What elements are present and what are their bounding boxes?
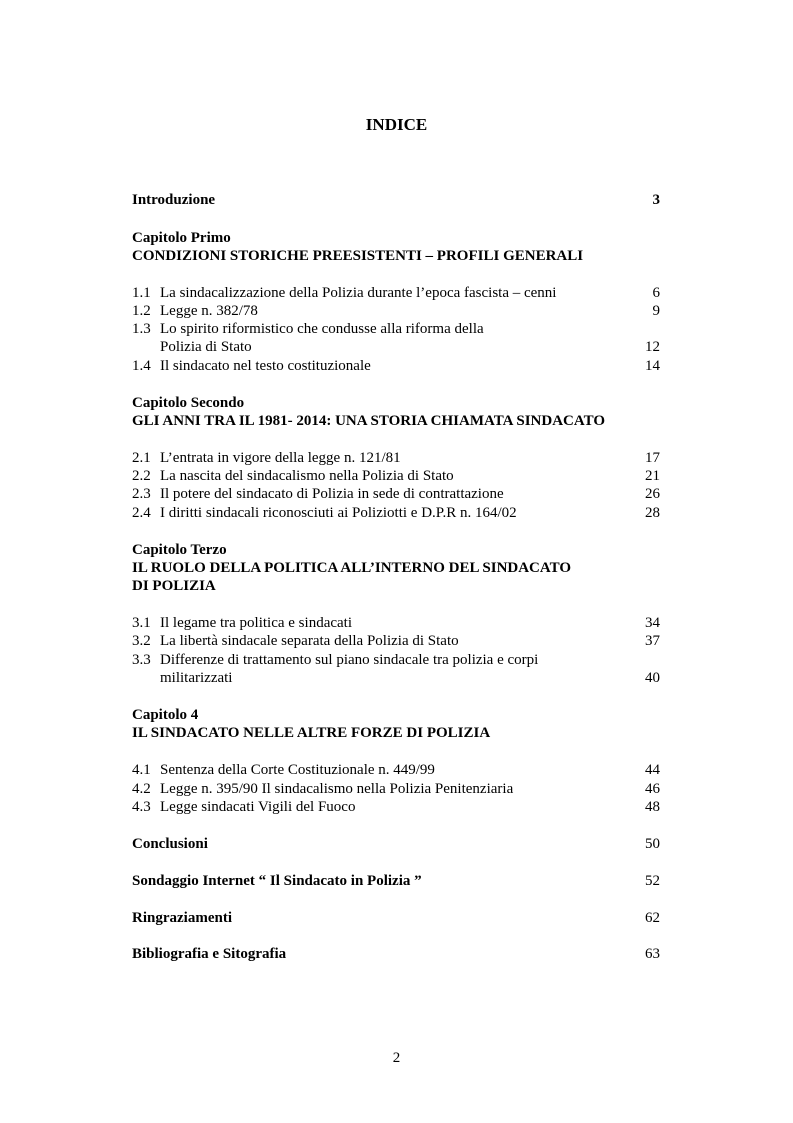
toc-entry-label: Polizia di Stato xyxy=(160,339,252,355)
toc-entry-label: Legge n. 395/90 Il sindacalismo nella Polizia Penitenziaria xyxy=(160,781,514,797)
toc-page-number: 52 xyxy=(645,873,660,889)
toc-entry-label: Lo spirito riformistico che condusse alla riforma della xyxy=(160,321,484,337)
toc-entry-number: 4.2 xyxy=(132,781,151,797)
chapter-3-title-line2: DI POLIZIA xyxy=(132,578,216,594)
toc-page-number: 62 xyxy=(645,910,660,926)
chapter-4-title: IL SINDACATO NELLE ALTRE FORZE DI POLIZIA xyxy=(132,725,491,741)
toc-entry-3-2 xyxy=(132,632,660,650)
toc-entry-4-2 xyxy=(132,780,660,798)
page-title: INDICE xyxy=(365,115,428,134)
toc-page-number: 21 xyxy=(645,468,660,484)
toc-entry-3-3 xyxy=(132,651,660,669)
toc-entry-number: 2.1 xyxy=(132,450,151,466)
toc-page-number: 34 xyxy=(645,615,660,631)
chapter-2-heading: Capitolo Secondo xyxy=(132,395,245,411)
toc-page-number: 12 xyxy=(645,339,660,355)
chapter-1-heading: Capitolo Primo xyxy=(132,230,231,246)
toc-entry-label: Il legame tra politica e sindacati xyxy=(160,615,352,631)
toc-entry-2-4 xyxy=(132,504,660,522)
toc-entry-ringraziamenti xyxy=(132,909,660,927)
toc-page-number: 37 xyxy=(645,633,660,649)
toc-page-number: 46 xyxy=(645,781,660,797)
toc-entry-label: Sondaggio Internet “ Il Sindacato in Polizia ” xyxy=(132,873,422,889)
toc-entry-number: 1.4 xyxy=(132,358,151,374)
toc-entry-label: Ringraziamenti xyxy=(132,910,232,926)
toc-entry-3-3-continued xyxy=(132,669,660,687)
toc-entry-number: 2.4 xyxy=(132,505,151,521)
toc-entry-label: La nascita del sindacalismo nella Polizia di Stato xyxy=(160,468,454,484)
toc-entry-1-3 xyxy=(132,320,660,338)
toc-entry-label: L’entrata in vigore della legge n. 121/81 xyxy=(160,450,401,466)
page-number: 2 xyxy=(392,1050,401,1066)
toc-entry-4-3 xyxy=(132,798,660,816)
toc-entry-3-1 xyxy=(132,614,660,632)
toc-entry-1-1 xyxy=(132,284,660,302)
toc-entry-1-3-continued xyxy=(132,338,660,356)
toc-page-number: 50 xyxy=(645,836,660,852)
toc-entry-introduzione xyxy=(132,191,660,209)
toc-page-number: 63 xyxy=(645,946,660,962)
chapter-3-title-line1: IL RUOLO DELLA POLITICA ALL’INTERNO DEL SINDACATO xyxy=(132,560,572,576)
chapter-1-title: CONDIZIONI STORICHE PREESISTENTI – PROFILI GENERALI xyxy=(132,248,584,264)
toc-page-number: 6 xyxy=(652,285,660,301)
toc-entry-number: 3.3 xyxy=(132,652,151,668)
toc-entry-number: 1.3 xyxy=(132,321,151,337)
toc-entry-label: Legge n. 382/78 xyxy=(160,303,258,319)
toc-entry-sondaggio xyxy=(132,872,660,890)
toc-page-number: 44 xyxy=(645,762,660,778)
toc-entry-label: Conclusioni xyxy=(132,836,208,852)
toc-entry-label: militarizzati xyxy=(160,670,233,686)
toc-entry-number: 4.3 xyxy=(132,799,151,815)
toc-entry-4-1 xyxy=(132,761,660,779)
toc-entry-label: Legge sindacati Vigili del Fuoco xyxy=(160,799,356,815)
toc-page-number: 28 xyxy=(645,505,660,521)
toc-entry-conclusioni xyxy=(132,835,660,853)
toc-entry-number: 4.1 xyxy=(132,762,151,778)
toc-entry-label: La libertà sindacale separata della Polizia di Stato xyxy=(160,633,459,649)
toc-entry-1-4 xyxy=(132,357,660,375)
toc-entry-number: 3.2 xyxy=(132,633,151,649)
toc-entry-label: Il sindacato nel testo costituzionale xyxy=(160,358,371,374)
toc-entry-label: Il potere del sindacato di Polizia in sede di contrattazione xyxy=(160,486,504,502)
toc-entry-2-3 xyxy=(132,485,660,503)
toc-entry-2-1 xyxy=(132,449,660,467)
toc-page-number: 40 xyxy=(645,670,660,686)
toc-page-number: 17 xyxy=(645,450,660,466)
chapter-3-heading: Capitolo Terzo xyxy=(132,542,227,558)
toc-entry-number: 3.1 xyxy=(132,615,151,631)
toc-entry-1-2 xyxy=(132,302,660,320)
toc-entry-label: Bibliografia e Sitografia xyxy=(132,946,287,962)
toc-page-number: 9 xyxy=(652,303,660,319)
toc-entry-number: 2.2 xyxy=(132,468,151,484)
toc-entry-number: 2.3 xyxy=(132,486,151,502)
toc-page-number: 26 xyxy=(645,486,660,502)
toc-entry-label: Sentenza della Corte Costituzionale n. 449/99 xyxy=(160,762,435,778)
chapter-4-heading: Capitolo 4 xyxy=(132,707,199,723)
toc-page-number: 14 xyxy=(645,358,660,374)
toc-entry-label: La sindacalizzazione della Polizia durante l’epoca fascista – cenni xyxy=(160,285,557,301)
toc-entry-number: 1.1 xyxy=(132,285,151,301)
toc-entry-number: 1.2 xyxy=(132,303,151,319)
toc-page-number: 3 xyxy=(652,192,660,208)
toc-entry-label: I diritti sindacali riconosciuti ai Poliziotti e D.P.R n. 164/02 xyxy=(160,505,517,521)
toc-page-number: 48 xyxy=(645,799,660,815)
toc-entry-bibliografia xyxy=(132,945,660,963)
toc-entry-label: Differenze di trattamento sul piano sindacale tra polizia e corpi xyxy=(160,652,539,668)
chapter-2-title: GLI ANNI TRA IL 1981- 2014: UNA STORIA CHIAMATA SINDACATO xyxy=(132,413,606,429)
toc-entry-2-2 xyxy=(132,467,660,485)
toc-entry-label: Introduzione xyxy=(132,192,216,208)
